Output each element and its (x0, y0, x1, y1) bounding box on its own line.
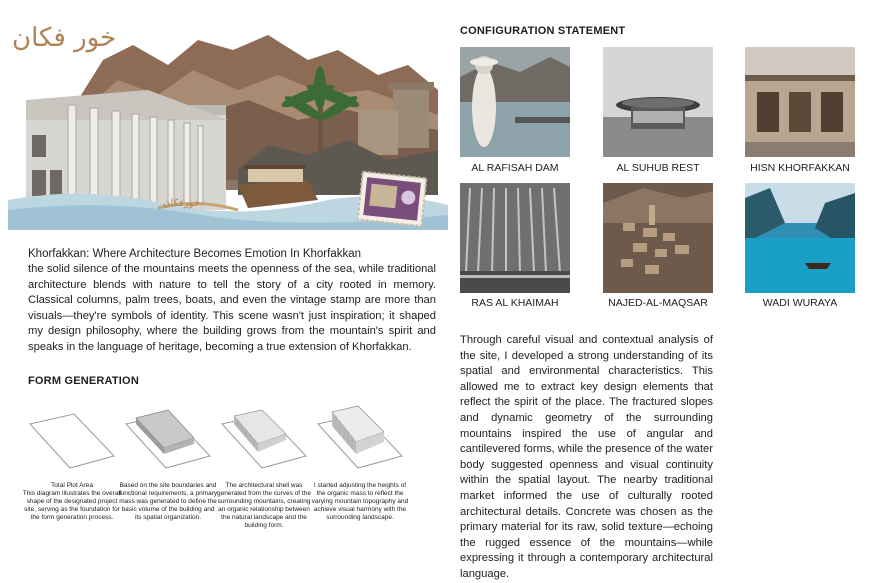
photo-label-ras-al-khaimah: RAS AL KHAIMAH (471, 297, 559, 309)
form-step-2-caption: Based on the site boundaries and functional requirements, a primary mass was generated to define the basic volume of the building and its spatial organization. (118, 482, 218, 521)
intro-body: the solid silence of the mountains meets the openness of the sea, while traditional architecture blends with nature to tell the story of a city rooted in memory. Classical columns, palm trees, boats, and even the vintage stamp are more than visuals—they're symbols of identity. This scene wasn't just inspiration; it shaped my design philosophy, where the building grows from the mountain's spirit and speaks in the language of heritage, becoming a true extension of Khorfakkan. (28, 263, 436, 353)
photo-label-wadi-wuraya: WADI WURAYA (762, 297, 838, 309)
photo-hisn-khorfakkan (745, 47, 855, 157)
form-step-4-diagram (310, 404, 410, 474)
photo-ras-al-khaimah (460, 183, 570, 293)
intro-title: Khorfakkan: Where Architecture Becomes Emotion In Khorfakkan (28, 248, 362, 260)
configuration-heading: CONFIGURATION STATEMENT (460, 25, 626, 37)
form-step-3-caption: The architectural shell was generated from the curves of the surrounding mountains, creating an organic relationship between the natural landscape and the building form. (217, 482, 311, 529)
photo-label-najed-al-maqsar: NAJED-AL-MAQSAR (608, 297, 708, 309)
photo-label-al-rafisah-dam: AL RAFISAH DAM (471, 162, 559, 174)
form-step-1-diagram (22, 404, 122, 474)
photo-najed-al-maqsar (603, 183, 713, 293)
khorfakkan-collage (8, 20, 448, 230)
arabic-logo: خور فكان (12, 23, 117, 53)
form-step-1-caption: Total Plot Area This diagram illustrates the overall shape of the designated project site, serving as the foundation for the form generation process. (22, 482, 122, 521)
configuration-body: Through careful visual and contextual analysis of the site, I developed a strong understanding of its spatial and environmental characteristics. This allowed me to extract key design elements that reflect the spirit of the place. The fractured slopes and dynamic geometry of the surrounding mountains inspired the use of angular and cantilevered forms, while the presence of the water body suggested openness and visual continuity within the spatial layout. The nearby traditional market informed the use of culturally rooted architectural details. Concrete was chosen as the primary material for its raw, solid texture—echoing the rugged essence of the mountains—while expressing it through a contemporary architectural language. (460, 334, 713, 580)
photo-label-hisn-khorfakkan: HISN KHORFAKKAN (750, 162, 850, 174)
form-step-4-caption: I started adjusting the heights of the organic mass to reflect the varying mountain topography and achieve visual harmony with the surrounding landscape. (311, 482, 409, 521)
form-step-2-diagram (118, 404, 218, 474)
calligraphy-text: خورفكان (163, 198, 200, 209)
photo-al-suhub-rest (603, 47, 713, 157)
photo-al-rafisah-dam (460, 47, 570, 157)
photo-label-al-suhub-rest: AL SUHUB REST (616, 162, 700, 174)
form-generation-heading: FORM GENERATION (28, 375, 139, 387)
photo-wadi-wuraya (745, 183, 855, 293)
form-step-3-diagram (214, 404, 314, 474)
